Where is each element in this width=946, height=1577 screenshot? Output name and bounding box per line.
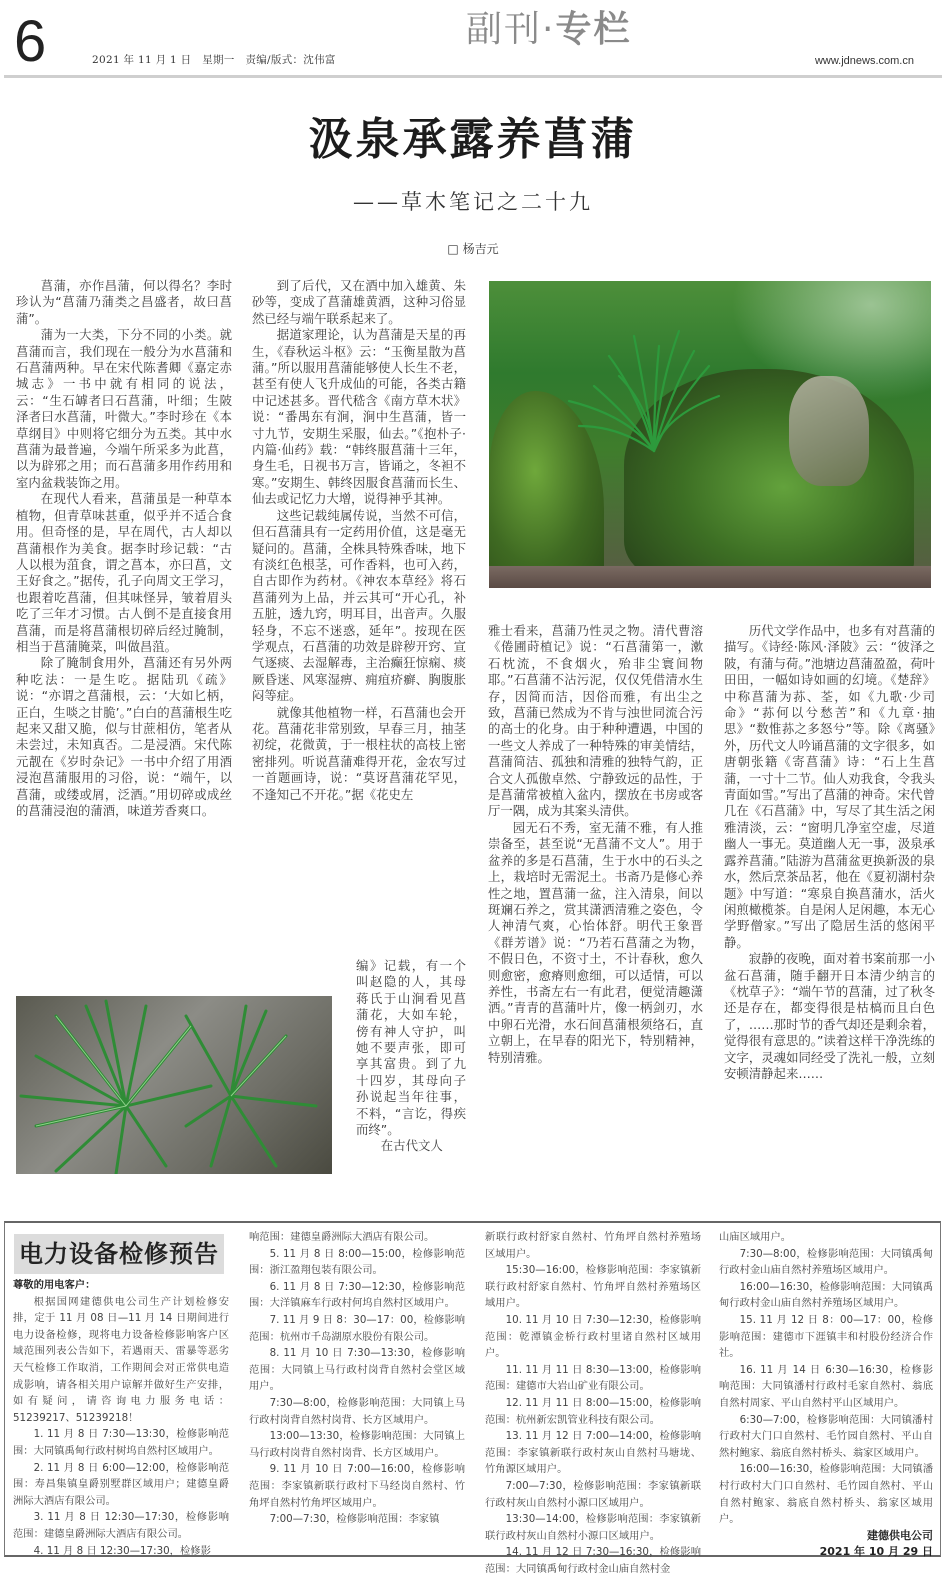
paragraph: 除了腌制食用外，菖蒲还有另外两种吃法：一是生吃。据陆玑《疏》说：“亦谓之菖蒲根，云：‘大如匕柄，正白，生啖之甘脆’。”白白的菖蒲根生吃起来又甜又脆，似与甘蔗相仿，笔者从未尝过，未知真否。二是浸酒。宋代陈元靓在《岁时杂记》一书中介绍了用酒浸泡菖蒲服用的习俗，说：“端午，以菖蒲，或缕或屑，泛酒。”用切碎或成丝的菖蒲浸泡的蒲酒，味道芳香爽口。 [16,655,232,818]
notice-column-4 [719,1229,933,1561]
notice-item: 6:30—7:00，检修影响范围：大同镇潘村行政村大门口自然村、毛竹园自然村、平山自然村鲍家、翁底自然村桥头、翁家区域用户。 [719,1413,933,1459]
article-byline: □ 杨吉元 [447,242,499,256]
notice-item: 2. 11 月 8 日 6:00—12:00，检修影响范围：寿昌集镇皇爵别墅群区域用户；建德皇爵洲际大酒店有限公司。 [13,1461,229,1507]
notice-item: 6. 11 月 8 日 7:30—12:30，检修影响范围：大洋镇麻车行政村何坞自然村区域用户。 [249,1280,465,1310]
notice-item: 新联行政村舒家自然村、竹角坪自然村养殖场区域用户。 [485,1231,701,1260]
notice-column-3 [485,1229,701,1577]
notice-item: 16:00—16:30，检修影响范围：大同镇潘村行政村大门口自然村、毛竹园自然村、平山自然村鲍家、翁底自然村桥头、翁家区域用户。 [719,1463,933,1526]
paragraph: 园无石不秀，室无蒲不雅，有人推崇备至，甚至说“无菖蒲不文人”。用于盆养的多是石菖蒲，生于水中的石头之上，栽培时无需泥土。书斋乃是修心养性之地，置菖蒲一盆，注入清泉，间以斑斓石养之，赏其潇洒清雅之姿色，令人神清气爽，心怡体舒。明代王象晋《群芳谱》说：“乃若石菖蒲之为物，不假日色，不资寸土，不计春秋，愈久则愈密，愈瘠则愈细，可以适情，可以养性，书斋左右一有此君，便觉清趣潇洒。”青青的菖蒲叶片，像一柄剑刃，水中卵石光滑，水石间菖蒲根须络石，直立朝上，在早春的阳光下，特别精神，特别清雅。 [488,819,703,1065]
moss-rock-photo [489,281,931,588]
paragraph: 雅士看来，菖蒲乃性灵之物。清代曹溶《倦圃莳植记》说：“石菖蒲第一，漱石枕流，不食烟火，殆非尘寰间物耶。”石菖蒲不沾污泥，仅仅凭借清水生存，因简而洁，因俗而雅，有出尘之致，菖蒲已然成为不肯与浊世同流合污的高士的化身。由于种种遭遇，中国的一些文人养成了一种特殊的审美情结，菖蒲简洁、孤独和清雅的独特气韵，正合文人孤傲卓然、宁静致远的品性，于是菖蒲常被植入盆内，摆放在书房或客厅一隅，成为其案头清供。 [488,623,703,819]
notice-item: 8. 11 月 10 日 7:30—13:30，检修影响范围：大同镇上马行政村岗背自然村会堂区域用户。 [249,1347,465,1393]
issue-date-editor: 2021 年 11 月 1 日 星期一 责编/版式：沈伟富 [92,54,336,66]
calamus-grass-icon [559,326,729,456]
notice-item: 响范围：建德皇爵洲际大酒店有限公司。 [249,1231,435,1243]
notice-item: 7:30—8:00，检修影响范围：大同镇禹甸行政村金山庙自然村养殖场区域用户。 [719,1247,933,1277]
article-column-2-wrap [356,958,466,1155]
notice-title: 电力设备检修预告 [14,1234,224,1274]
paragraph: 这些记载纯属传说，当然不可信，但石菖蒲具有一定药用价值，这是毫无疑问的。菖蒲，全株具特殊香味，地下有淡红色根茎，可作香料，也可入药，自古即作为药材。《神农本草经》将石菖蒲列为上品，并云其可“开心孔，补五脏，透九窍，明耳目，出音声。久服轻身，不忘不迷惑，延年”。按现在医学观点，石菖蒲的功效是辟秽开窍、宣气逐痰、去湿解毒，主治癫狂惊痫、痰厥昏迷、风寒湿痹、痈疽疥癣、胸腹胀闷等症。 [252,507,466,704]
section-title [466,8,631,52]
paragraph: 寂静的夜晚，面对着书案前那一小盆石菖蒲，随手翻开日本清少纳言的《枕草子》：“端午节的菖蒲，过了秋冬还是存在，都变得很是枯槁而且白色了，……那时节的香气却还是剩余着，觉得很有意思的。”读着这样干净洗练的文字，灵魂如同经受了洗礼一般，立刻安顿清静起来…… [724,951,935,1081]
header-divider [4,75,942,78]
notice-item: 5. 11 月 8 日 8:00—15:00，检修影响范围：浙江盈翔包装有限公司。 [249,1247,465,1277]
notice-item: 15:30—16:00，检修影响范围：李家镇新联行政村舒家自然村、竹角坪自然村养殖场区域用户。 [485,1264,701,1310]
notice-item: 9. 11 月 10 日 7:00—16:00，检修影响范围：李家镇新联行政村下马经岗自然村、竹角坪自然村竹角坪区域用户。 [249,1463,465,1509]
notice-item: 15. 11 月 12 日 8：00—17：00，检修影响范围：建德市下涯镇丰和村股份经济合作社。 [719,1313,933,1360]
notice-salutation: 尊敬的用电客户： [13,1279,96,1291]
article-title: 汲泉承露养菖蒲 [308,114,638,165]
section-title-light: 副刊· [466,9,556,50]
notice-item: 14. 11 月 12 日 7:30—16:30，检修影响范围：大同镇禹甸行政村金山庙自然村金 [485,1546,701,1575]
paragraph: 就像其他植物一样，石菖蒲也会开花。菖蒲花非常别致，早春三月，抽茎初绽，花微黄，于一根柱状的高枝上密密排列。听说菖蒲难得开花，金农写过一首题画诗，说：“莫讶菖蒲花罕见，不逢知己不开花。”据《花史左 [252,704,466,802]
site-url[interactable]: www.jdnews.com.cn [814,55,914,67]
calamus-plant-icon [16,996,332,1174]
notice-item: 10. 11 月 10 日 7:30—12:30，检修影响范围：乾潭镇金桥行政村里诸自然村区域用户。 [485,1313,701,1360]
notice-item: 7. 11 月 9 日 8：30—17：00，检修影响范围：杭州市千岛湖原水股份有限公司。 [249,1313,465,1343]
article-column-3 [488,623,703,1066]
notice-item: 11. 11 月 11 日 8:30—13:00，检修影响范围：建德市大岩山矿业有限公司。 [485,1363,701,1393]
notice-item: 13:00—13:30，检修影响范围：大同镇上马行政村岗背自然村岗背、长方区域用户。 [249,1430,465,1459]
notice-item: 13. 11 月 12 日 7:00—14:00，检修影响范围：李家镇新联行政村灰山自然村马塘垅、竹角源区域用户。 [485,1430,701,1476]
paragraph: 据道家理论，认为菖蒲是天星的再生，《春秋运斗枢》云：“玉衡星散为菖蒲。”所以服用菖蒲能够使人长生不老，甚至有使人飞升成仙的可能，各类古籍中记述甚多。晋代嵇含《南方草木状》说：“番禺东有涧，涧中生菖蒲，皆一寸九节，安期生采服，仙去。”《抱朴子·内篇·仙药》载：“韩终服菖蒲十三年，身生毛，日视书万言，皆诵之，冬袒不寒。”安期生、韩终因服食菖蒲而长生、仙去或记忆力大增，说得神乎其神。 [252,327,466,507]
notice-item: 山庙区域用户。 [719,1231,792,1243]
notice-column-1 [13,1277,229,1559]
paragraph: 蒲为一大类，下分不同的小类。就菖蒲而言，我们现在一般分为水菖蒲和石菖蒲两种。早在宋代陈耆卿《嘉定赤城志》一书中就有相同的说法，云：“生石罅者曰石菖蒲，叶细；生陂泽者曰水菖蒲，叶微大。”李时珍在《本草纲目》中则将它细分为五类。其中水菖蒲为最普遍，今端午所采多为此菖，以为辟邪之用；而石菖蒲多用作药用和室内盆栽装饰之用。 [16,327,232,490]
notice-item: 1. 11 月 8 日 7:30—13:30，检修影响范围：大同镇禹甸行政村树坞自然村区域用户。 [13,1428,229,1457]
paragraph: 到了后代，又在酒中加入雄黄、朱砂等，变成了菖蒲雄黄酒，这种习俗显然已经与端午联系起来了。 [252,278,466,326]
article-subtitle: ——草木笔记之二十九 [353,190,593,214]
article-column-2 [252,278,466,803]
article-column-1 [16,278,232,819]
notice-item: 7:00—7:30，检修影响范围：李家镇新联行政村灰山自然村小源口区域用户。 [485,1479,701,1509]
page-header [0,0,946,78]
calamus-stream-photo [16,996,332,1174]
notice-item: 16. 11 月 14 日 6:30—16:30，检修影响范围：大同镇潘村行政村毛家自然村、翁底自然村周家、平山自然村平山区域用户。 [719,1363,933,1409]
notice-date: 2021 年 10 月 29 日 [819,1545,933,1559]
notice-paragraph: 根据国网建德供电公司生产计划检修安排，定于 11 月 08 日—11 月 14 日期间进行电力设备检修，现将电力设备检修影响客户区域范围列表公告如下，若遇雨天、雷暴等恶劣天气检修工作取消，工作期间会对正常供电造成影响，请各相关用户谅解并做好生产安排，如有疑问，请咨询电力服务电话：51239217、51239218！ [13,1295,229,1424]
stone-tray [489,566,931,588]
article-column-4 [724,623,935,1082]
paragraph: 菖蒲，亦作昌蒲，何以得名？李时珍认为“菖蒲乃蒲类之昌盛者，故曰菖蒲”。 [16,278,232,326]
paragraph: 在古代文人 [380,1138,443,1154]
notice-item: 4. 11 月 8 日 12:30—17:30，检修影 [33,1544,211,1557]
notice-column-2 [249,1229,465,1528]
notice-item: 12. 11 月 11 日 8:00—15:00，检修影响范围：杭州新宏凯管业科技有限公司。 [485,1396,701,1426]
notice-item: 3. 11 月 8 日 12:30—17:30，检修影响范围：建德皇爵洲际大酒店有限公司。 [13,1511,229,1540]
bare-stone [789,376,869,486]
section-title-bold: 专栏 [555,9,632,50]
notice-item: 7:30—8:00，检修影响范围：大同镇上马行政村岗背自然村岗背、长方区域用户。 [249,1396,465,1426]
maintenance-notice [4,1221,941,1575]
paragraph: 编》记载，有一个叫赵隐的人，其母蒋氏于山涧看见菖蒲花，大如车轮，傍有神人守护，叫她不要声张，即可享其富贵。到了九十四岁，其母向子孙说起当年往事，不料，“言讫，得疾而终”。 [356,958,466,1138]
notice-signature: 建德供电公司 [867,1528,933,1542]
page-number: 6 [14,9,47,74]
notice-item: 7:00—7:30，检修影响范围：李家镇 [269,1513,440,1526]
notice-item: 16:00—16:30，检修影响范围：大同镇禹甸行政村金山庙自然村养殖场区域用户。 [719,1280,933,1310]
notice-item: 13:30—14:00，检修影响范围：李家镇新联行政村灰山自然村小源口区域用户。 [485,1513,701,1542]
paragraph: 历代文学作品中，也多有对菖蒲的描写。《诗经·陈风·泽陂》云：“彼泽之陂，有蒲与荷。”池塘边菖蒲盈盈，荷叶田田，一幅如诗如画的幻境。《楚辞》中称菖蒲为荪、荃，如《九歌·少司命》“荪何以兮愁苦”和《九章·抽思》“数惟荪之多怒兮”等。除《离骚》外，历代文人吟诵菖蒲的文字很多，如唐朝张籍《寄菖蒲》诗：“石上生菖蒲，一寸十二节。仙人劝我食，令我头青面如雪。”写出了菖蒲的神奇。宋代曾几在《石菖蒲》中，写尽了其生活之闲雅清淡，云：“窗明几净室空虚，尽道幽人一事无。莫道幽人无一事，汲泉承露养菖蒲。”陆游为菖蒲盆更换新汲的泉水，然后烹茶品茗，他在《夏初湖村杂题》中写道：“寒泉自换菖蒲水，活火闲煎橄榄茶。自是闲人足闲趣，本无心学野僧家。”写出了隐居生活的悠闲平静。 [724,623,935,950]
paragraph: 在现代人看来，菖蒲虽是一种草本植物，但青草味甚重，似乎并不适合食用。但奇怪的是，早在周代，古人却以菖蒲根作为美食。据李时珍记载：“古人以根为菹食，谓之菖本，亦曰菖，文王好食之。”据传，孔子向周文王学习，也跟着吃菖蒲，但其味怪异，皱着眉头吃了三年才习惯。古人倒不是直接食用菖蒲，而是将菖蒲根切碎后经过腌制，相当于菖蒲腌菜，叫做昌菹。 [16,491,232,654]
